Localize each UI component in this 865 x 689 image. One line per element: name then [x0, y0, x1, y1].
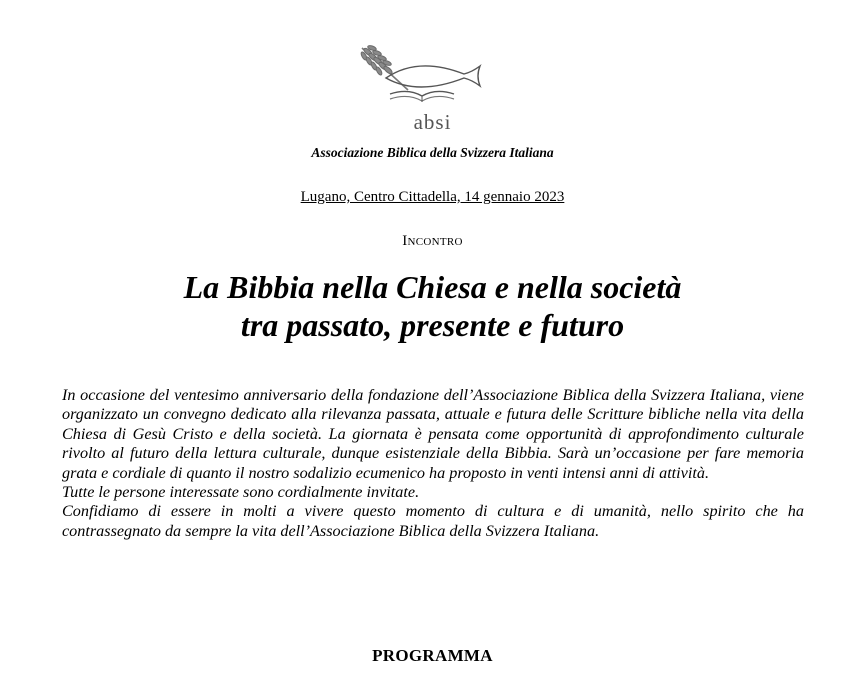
association-name: Associazione Biblica della Svizzera Italiana	[311, 145, 554, 160]
body-text	[62, 386, 804, 541]
event-title-line-1: La Bibbia nella Chiesa e nella società	[183, 269, 682, 305]
event-kicker: Incontro	[402, 233, 463, 249]
place-date-line	[0, 189, 865, 206]
body-paragraph-2: Tutte le persone interessate sono cordialmente invitate.	[62, 483, 420, 502]
event-title	[0, 268, 865, 344]
logo-wordmark: absi	[413, 110, 452, 134]
absi-logo-icon	[356, 42, 486, 112]
event-title-line-2: tra passato, presente e futuro	[240, 307, 625, 343]
place-date-text: Lugano, Centro Cittadella, 14 gennaio 2023	[300, 189, 565, 205]
body-paragraph-1: In occasione del ventesimo anniversario della fondazione dell’Associazione Biblica della Svizzera Italiana, viene organizzato un convegno dedicato alla rilevanza passata, attuale e futura delle Scritture bibliche nella vita della Chiesa di Gesù Cristo e della società. La giornata è pensata come opportunità di approfondimento culturale rivolto al futuro della lettura culturale, dunque esistenziale della Bibbia. Sarà un’occasione per fare memoria grata e cordiale di quanto il nostro sodalizio ecumenico ha proposto in venti intensi anni di attività.	[62, 386, 804, 482]
program-heading: PROGRAMMA	[372, 646, 493, 665]
body-paragraph-3: Confidiamo di essere in molti a vivere questo momento di cultura e di umanità, nello spirito che ha contrassegnato da sempre la vita dell’Associazione Biblica della Svizzera Italiana.	[62, 502, 804, 540]
